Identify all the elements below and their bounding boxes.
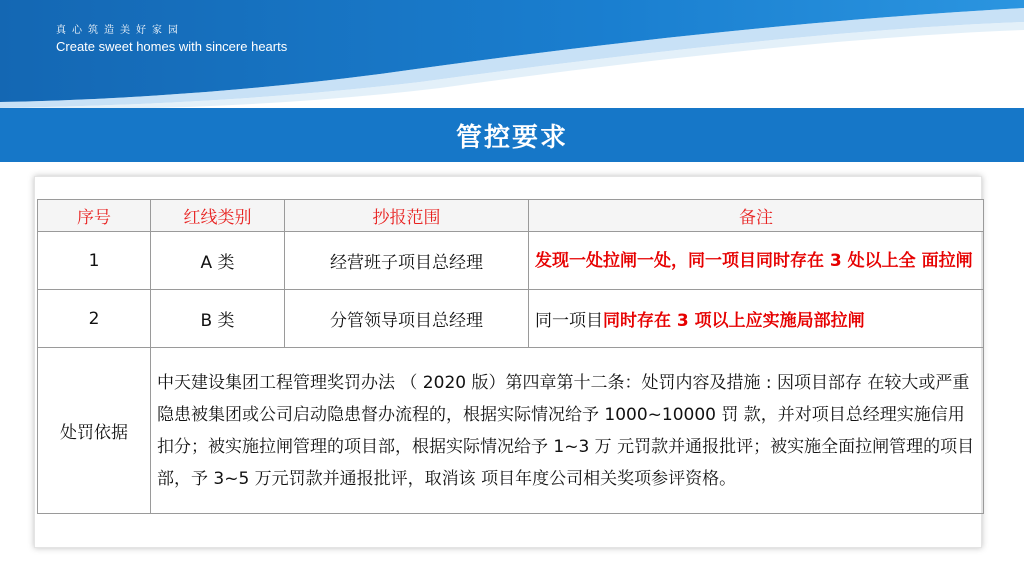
penalty-basis-label: 处罚依据 bbox=[38, 348, 151, 514]
table-header-row bbox=[38, 200, 984, 232]
row-note: 发现一处拉闸一处，同一项目同时存在 3 处以上全 面拉闸 bbox=[529, 232, 984, 290]
row-scope: 分管领导项目总经理 bbox=[285, 290, 529, 348]
header-slogan bbox=[56, 24, 287, 56]
row-category: A 类 bbox=[151, 232, 285, 290]
header-index: 序号 bbox=[38, 200, 151, 232]
page-title: 管控要求 bbox=[455, 122, 568, 153]
row-note bbox=[529, 290, 984, 348]
row-scope: 经营班子项目总经理 bbox=[285, 232, 529, 290]
row-note-emphasis: 同时存在 3 项以上应实施局部拉闸 bbox=[603, 311, 865, 331]
row-note-plain: 同一项目 bbox=[535, 311, 603, 331]
header-scope: 抄报范围 bbox=[285, 200, 529, 232]
row-index: 1 bbox=[38, 232, 151, 290]
table-row bbox=[38, 290, 984, 348]
slogan-english: Create sweet homes with sincere hearts bbox=[56, 39, 288, 54]
slogan-chinese: 真心筑造美好家园 bbox=[56, 25, 184, 36]
table-row bbox=[38, 232, 984, 290]
control-requirements-table bbox=[37, 199, 984, 514]
penalty-basis-text: 中天建设集团工程管理奖罚办法 （ 2020 版）第四章第十二条：处罚内容及措施 : 因项目部存 在较大或严重隐患被集团或公司启动隐患督办流程的，根据实际情况给予 1000~10000 罚 款，并对项目总经理实施信用扣分；被实施拉闸管理的项目部，根据实际情况给予 1~3 万 元罚款并通报批评；被实施全面拉闸管理的项目部，予 3~5 万元罚款并通报批评，取消该 项目年度公司相关奖项参评资格。 bbox=[151, 348, 984, 514]
title-bar bbox=[0, 108, 1024, 162]
row-category: B 类 bbox=[151, 290, 285, 348]
penalty-basis-row bbox=[38, 348, 984, 514]
header-category: 红线类别 bbox=[151, 200, 285, 232]
row-index: 2 bbox=[38, 290, 151, 348]
header-note: 备注 bbox=[529, 200, 984, 232]
